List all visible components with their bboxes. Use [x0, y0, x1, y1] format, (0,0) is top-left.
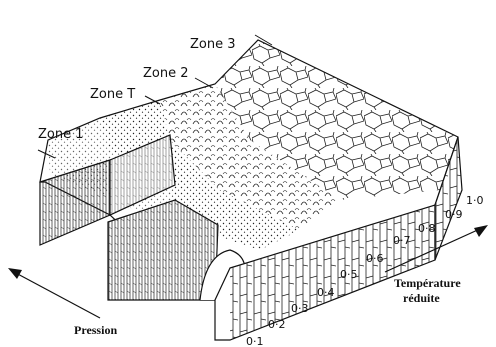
temperature-axis-label-line1: Température	[394, 276, 461, 290]
temperature-axis-label-line2: réduite	[403, 291, 440, 305]
zoneT-label: Zone T	[90, 87, 136, 102]
tick-0-9: 0·9	[445, 208, 463, 221]
tick-0-3: 0·3	[291, 302, 309, 315]
pressure-axis-arrow	[8, 268, 100, 318]
tick-0-8: 0·8	[418, 222, 436, 235]
tick-0-5: 0·5	[340, 268, 358, 281]
pressure-axis-label: Pression	[74, 323, 118, 337]
zone2-label: Zone 2	[143, 66, 189, 81]
zone3-label: Zone 3	[190, 37, 236, 52]
tick-0-7: 0·7	[393, 234, 411, 247]
zone1-label: Zone 1	[38, 127, 84, 142]
tick-0-4: 0·4	[317, 286, 335, 299]
tick-0-6: 0·6	[366, 252, 384, 265]
tick-1-0: 1·0	[466, 194, 484, 207]
tick-0-1: 0·1	[246, 335, 264, 347]
tick-0-2: 0·2	[268, 318, 286, 331]
